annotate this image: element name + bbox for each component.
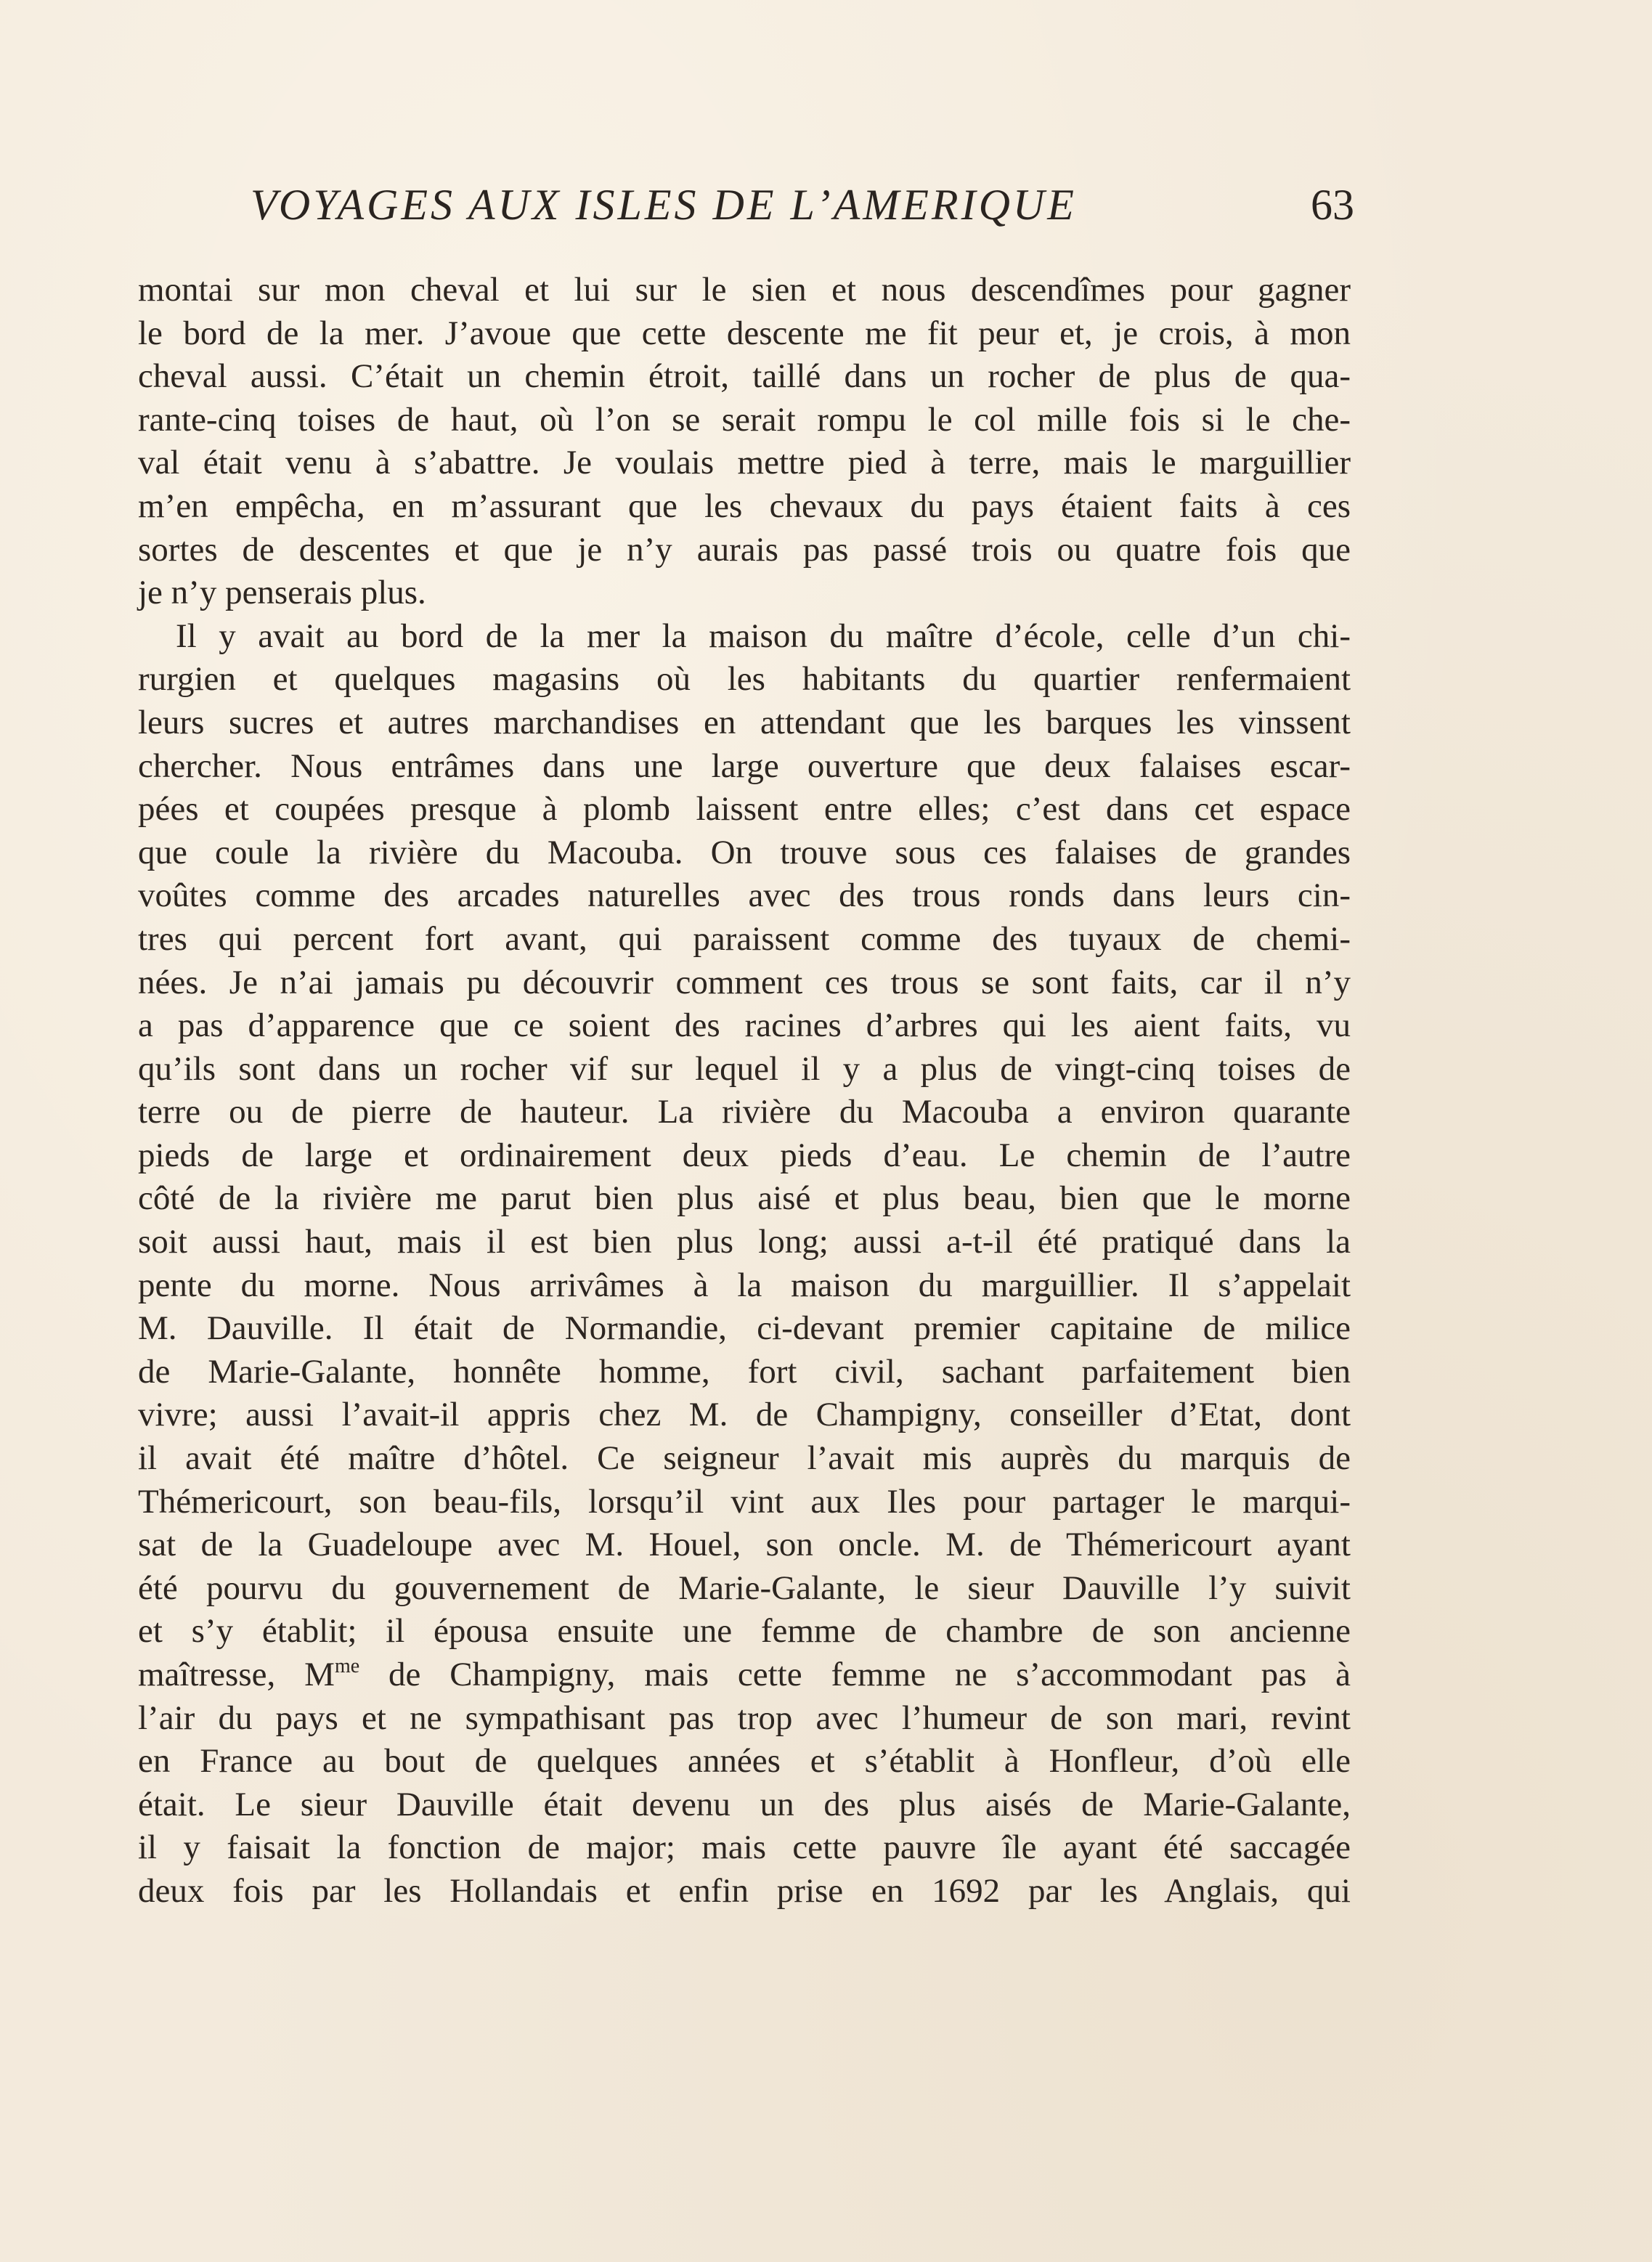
- text-line: l’air du pays et ne sympathisant pas trop avec l’humeur de son mari, revint: [138, 1698, 1351, 1737]
- text-line: côté de la rivière me parut bien plus aisé et plus beau, bien que le morne: [138, 1179, 1351, 1218]
- text-line: sat de la Guadeloupe avec M. Houel, son oncle. M. de Thémericourt ayant: [138, 1526, 1351, 1564]
- text-line: était. Le sieur Dauville était devenu un des plus aisés de Marie-Galante,: [138, 1785, 1351, 1823]
- text-line: le bord de la mer. J’avoue que cette descente me fit peur et, je crois, à mon: [138, 314, 1351, 352]
- text-line: leurs sucres et autres marchandises en attendant que les barques les vinssent: [138, 703, 1351, 741]
- text-line: sortes de descentes et que je n’y aurais pas passé trois ou quatre fois que: [138, 530, 1351, 569]
- text-line: a pas d’apparence que ce soient des racines d’arbres qui les aient faits, vu: [138, 1006, 1351, 1045]
- text-line: pente du morne. Nous arrivâmes à la maison du marguillier. Il s’appelait: [138, 1266, 1351, 1304]
- text-line: rurgien et quelques magasins où les habitants du quartier renfermaient: [138, 660, 1351, 699]
- text-line: soit aussi haut, mais il est bien plus long; aussi a-t-il été pratiqué dans la: [138, 1223, 1351, 1261]
- text-fragment: maîtresse, M: [138, 1656, 335, 1693]
- text-line: en France au bout de quelques années et s’établit à Honfleur, d’où elle: [138, 1742, 1351, 1781]
- text-line: montai sur mon cheval et lui sur le sien et nous descendîmes pour gagner: [138, 271, 1351, 309]
- running-head: [251, 180, 1354, 238]
- text-line: Thémericourt, son beau-fils, lorsqu’il vint aux Iles pour partager le marqui-: [138, 1482, 1351, 1521]
- text-line: tres qui percent fort avant, qui paraissent comme des tuyaux de chemi-: [138, 919, 1351, 958]
- text-line: je n’y penserais plus.: [138, 574, 426, 612]
- text-line: de Marie-Galante, honnête homme, fort civil, sachant parfaitement bien: [138, 1352, 1351, 1391]
- text-line: et s’y établit; il épousa ensuite une femme de chambre de son ancienne: [138, 1612, 1351, 1651]
- paragraph-start-line: Il y avait au bord de la mer la maison du maître d’école, celle d’un chi-: [176, 617, 1351, 655]
- text-line-with-superscript: [138, 1653, 1351, 1697]
- text-line: il y faisait la fonction de major; mais cette pauvre île ayant été saccagée: [138, 1828, 1351, 1867]
- page-number: 63: [1311, 181, 1354, 229]
- body-text: [138, 269, 1351, 1913]
- text-line: il avait été maître d’hôtel. Ce seigneur l’avait mis auprès du marquis de: [138, 1439, 1351, 1478]
- text-line: pieds de large et ordinairement deux pieds d’eau. Le chemin de l’autre: [138, 1136, 1351, 1174]
- text-line: deux fois par les Hollandais et enfin prise en 1692 par les Anglais, qui: [138, 1871, 1351, 1910]
- text-line: rante-cinq toises de haut, où l’on se serait rompu le col mille fois si le che-: [138, 400, 1351, 439]
- text-line: chercher. Nous entrâmes dans une large ouverture que deux falaises escar-: [138, 746, 1351, 785]
- text-line: vivre; aussi l’avait-il appris chez M. de Champigny, conseiller d’Etat, dont: [138, 1396, 1351, 1434]
- text-line: m’en empêcha, en m’assurant que les chevaux du pays étaient faits à ces: [138, 487, 1351, 525]
- text-line: voûtes comme des arcades naturelles avec des trous ronds dans leurs cin-: [138, 876, 1351, 915]
- text-line: que coule la rivière du Macouba. On trouve sous ces falaises de grandes: [138, 833, 1351, 871]
- text-line: qu’ils sont dans un rocher vif sur lequel il y a plus de vingt-cinq toises de: [138, 1049, 1351, 1088]
- text-fragment: de Champigny, mais cette femme ne s’accommodant pas à: [359, 1656, 1351, 1693]
- text-line: été pourvu du gouvernement de Marie-Galante, le sieur Dauville l’y suivit: [138, 1569, 1351, 1607]
- text-line: cheval aussi. C’était un chemin étroit, taillé dans un rocher de plus de qua-: [138, 357, 1351, 396]
- text-line: pées et coupées presque à plomb laissent entre elles; c’est dans cet espace: [138, 790, 1351, 829]
- text-line: terre ou de pierre de hauteur. La rivière du Macouba a environ quarante: [138, 1093, 1351, 1131]
- text-line: nées. Je n’ai jamais pu découvrir comment ces trous se sont faits, car il n’y: [138, 963, 1351, 1001]
- running-title: VOYAGES AUX ISLES DE L’AMERIQUE: [251, 181, 1077, 229]
- superscript-me: me: [334, 1655, 360, 1677]
- text-line: M. Dauville. Il était de Normandie, ci-devant premier capitaine de milice: [138, 1309, 1351, 1348]
- text-line: val était venu à s’abattre. Je voulais mettre pied à terre, mais le marguillier: [138, 444, 1351, 482]
